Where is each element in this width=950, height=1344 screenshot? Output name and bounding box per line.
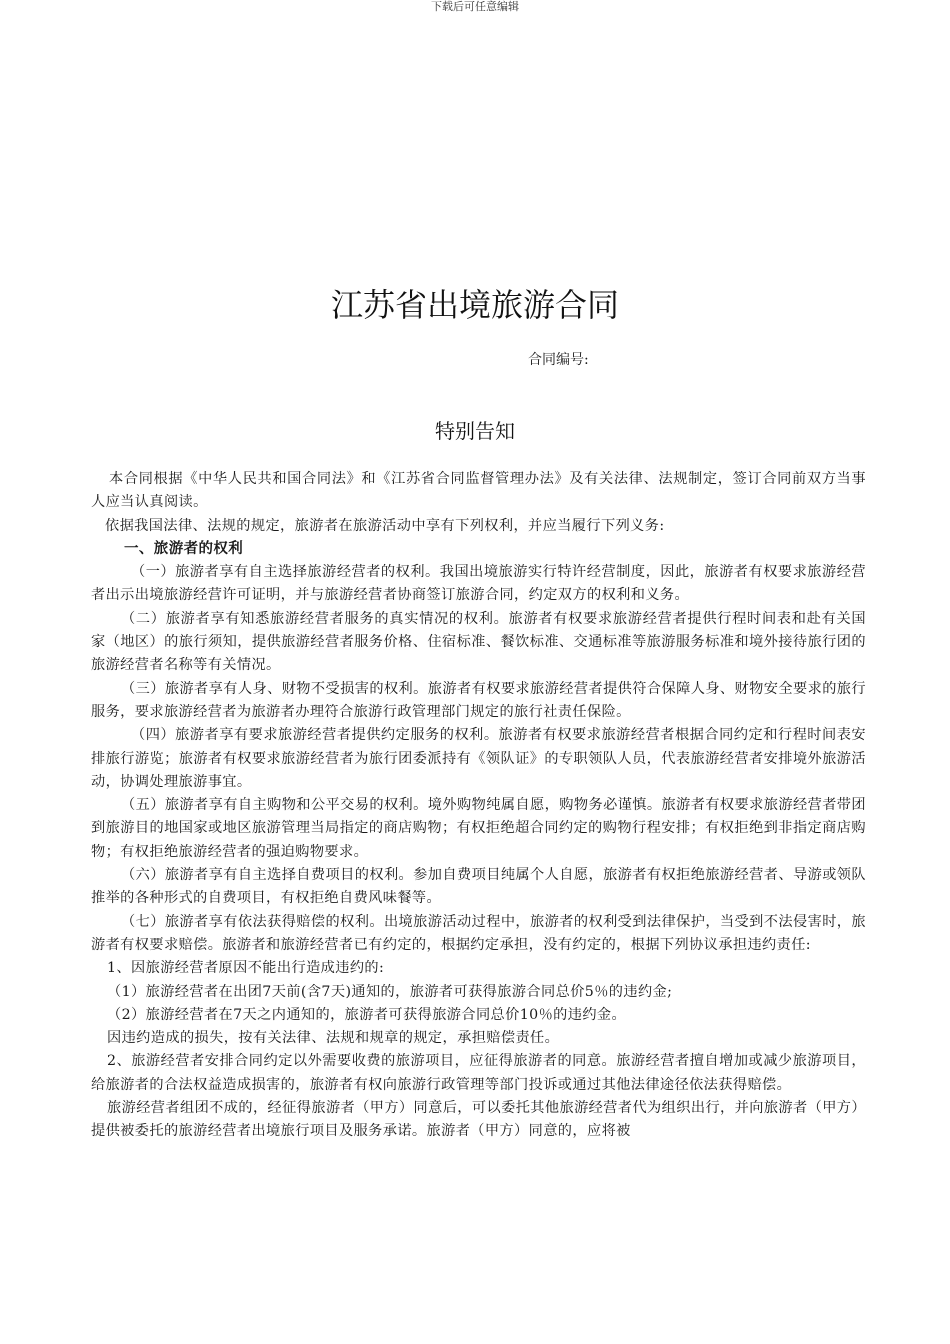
right-item-2: （二）旅游者享有知悉旅游经营者服务的真实情况的权利。旅游者有权要求旅游经营者提供行程时间表和赴有关国 家（地区）的旅行须知，提供旅游经营者服务价格、住宿标准、餐饮标准、交通标准等旅游服务标准和境外接待旅行团的旅游经营者名称等有关情况。 <box>91 610 866 674</box>
clause-1-note: 因违约造成的损失，按有关法律、法规和规章的规定，承担赔偿责任。 <box>107 1030 560 1047</box>
rights-heading: 一、旅游者的权利 <box>124 540 244 557</box>
clause-1-sub-2: （2）旅游经营者在7天之内通知的，旅游者可获得旅游合同总价10％的违约金。 <box>107 1006 627 1023</box>
page-header-note: 下载后可任意编辑 <box>431 0 519 13</box>
right-item-5: （五）旅游者享有自主购物和公平交易的权利。境外购物纯属自愿，购物务必谨慎。旅游者有权要求旅游经营者带团到旅游目的地国家或地区旅游管理当局指定的商店购物；有权拒绝超合同约定的购物行程安排；有权拒绝到非指定商店购物；有权拒绝旅游经营者的强迫购物要求。 <box>91 797 866 860</box>
clause-3: 旅游经营者组团不成的，经征得旅游者（甲方）同意后，可以委托其他旅游经营者代为组织出行，并向旅游者（甲方）提供被委托的旅游经营者出境旅行项目及服务承诺。旅游者（甲方）同意的，应将被 <box>91 1100 866 1140</box>
clause-2: 2、旅游经营者安排合同约定以外需要收费的旅游项目，应征得旅游者的同意。旅游经营者擅自增加或减少旅游项目，给旅游者的合法权益造成损害的，旅游者有权向旅游行政管理等部门投诉或通过其他法律途径依法获得赔偿。 <box>91 1053 866 1093</box>
right-item-6: （六）旅游者享有自主选择自费项目的权利。参加自费项目纯属个人自愿，旅游者有权拒绝旅游经营者、导游或领队推举的各种形式的自费项目，有权拒绝自费风味餐等。 <box>91 867 866 907</box>
clause-1-sub-1: （1）旅游经营者在出团7天前(含7天)通知的，旅游者可获得旅游合同总价5％的违约金; <box>107 983 673 1000</box>
right-item-7: （七）旅游者享有依法获得赔偿的权利。出境旅游活动过程中，旅游者的权利受到法律保护，当受到不法侵害时，旅游者有权要求赔偿。旅游者和旅游经营者已有约定的，根据约定承担，没有约定的，根据下列协议承担违约责任: <box>91 913 866 953</box>
right-item-4: （四）旅游者享有要求旅游经营者提供约定服务的权利。旅游者有权要求旅游经营者根据合同约定和行程时间表安排旅行游览；旅游者有权要求旅游经营者为旅行团委派持有《领队证》的专职领队人员，代表旅游经营者安排境外旅游活动，协调处理旅游事宜。 <box>91 727 866 790</box>
document-body <box>91 468 866 1144</box>
right-item-1: （一）旅游者享有自主选择旅游经营者的权利。我国出境旅游实行特许经营制度，因此，旅游者有权要求旅游经营者出示出境旅游经营许可证明，并与旅游经营者协商签订旅游合同，约定双方的权利和义务。 <box>91 564 866 604</box>
right-item-3: （三）旅游者享有人身、财物不受损害的权利。旅游者有权要求旅游经营者提供符合保障人身、财物安全要求的旅行 服务，要求旅游经营者为旅游者办理符合旅游行政管理部门规定的旅行社责任保险。 <box>91 680 866 720</box>
section-title: 特别告知 <box>435 419 515 443</box>
clause-1: 1、因旅游经营者原因不能出行造成违约的: <box>107 960 385 977</box>
document-title: 江苏省出境旅游合同 <box>330 286 619 324</box>
contract-number-label: 合同编号: <box>528 352 589 368</box>
intro-paragraph-2: 依据我国法律、法规的规定，旅游者在旅游活动中享有下列权利，并应当履行下列义务: <box>105 517 665 534</box>
intro-paragraph: 本合同根据《中华人民共和国合同法》和《江苏省合同监督管理办法》及有关法律、法规制定，签订合同前双方当事人应当认真阅读。 <box>91 471 866 511</box>
